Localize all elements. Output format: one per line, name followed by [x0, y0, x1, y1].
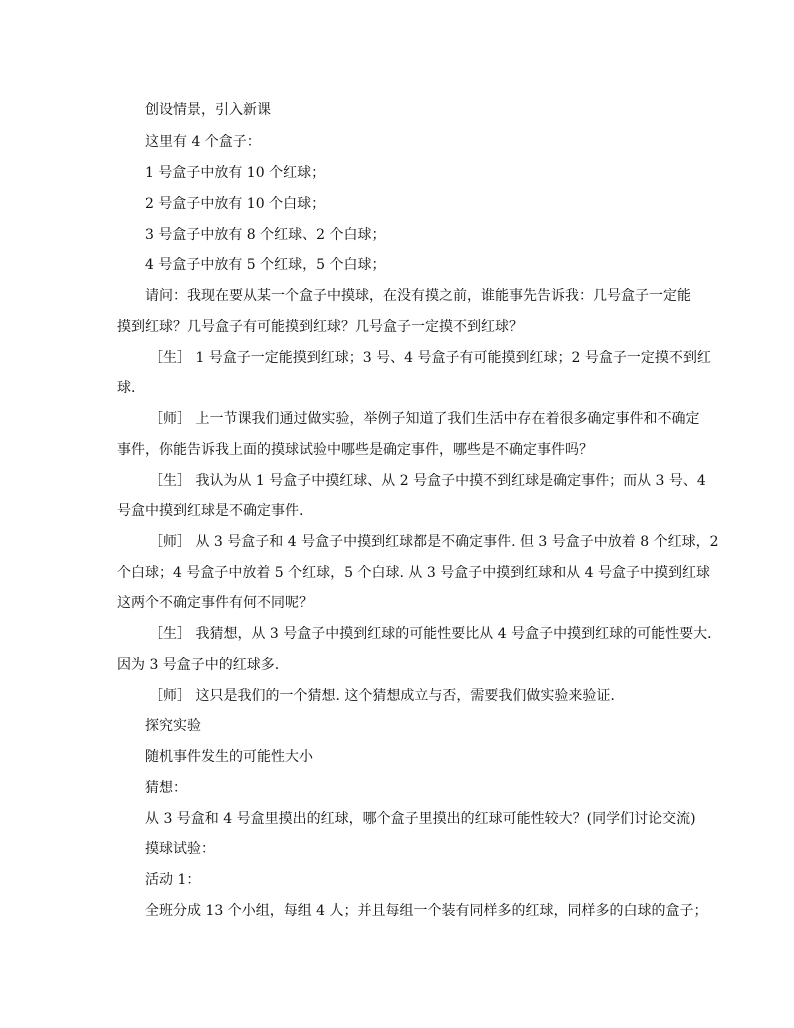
- paragraph-line: 因为 3 号盒子中的红球多.: [117, 657, 280, 673]
- paragraph-line: 2 号盒子中放有 10 个白球；: [145, 196, 326, 212]
- paragraph-line: ［生］ 我认为从 1 号盒子中摸红球、从 2 号盒子中摸不到红球是确定事件；而从 3 号、4: [149, 473, 706, 489]
- paragraph-line: ［生］ 我猜想，从 3 号盒子中摸到红球的可能性要比从 4 号盒子中摸到红球的可能性要大.: [149, 626, 712, 642]
- section-heading-intro: 创设情景，引入新课: [145, 102, 271, 118]
- paragraph-line: 摸球试验：: [145, 841, 215, 857]
- paragraph-line: 全班分成 13 个小组，每组 4 人；并且每组一个装有同样多的红球，同样多的白球的盒子；: [145, 903, 708, 919]
- paragraph-line: ［生］ 1 号盒子一定能摸到红球；3 号、4 号盒子有可能摸到红球；2 号盒子一定摸不到红: [149, 350, 711, 366]
- paragraph-line: ［师］ 上一节课我们通过做实验，举例子知道了我们生活中存在着很多确定事件和不确定: [149, 411, 700, 427]
- paragraph-line: 3 号盒子中放有 8 个红球、2 个白球；: [145, 227, 386, 243]
- paragraph-line: 号盒中摸到红球是不确定事件.: [117, 503, 304, 519]
- paragraph-line: 这里有 4 个盒子：: [145, 134, 261, 150]
- paragraph-line: 请问：我现在要从某一个盒子中摸球，在没有摸之前，谁能事先告诉我：几号盒子一定能: [145, 288, 691, 304]
- paragraph-line: 从 3 号盒和 4 号盒里摸出的红球，哪个盒子里摸出的红球可能性较大？(同学们讨论交流): [145, 811, 696, 827]
- paragraph-line: 这两个不确定事件有何不同呢？: [117, 595, 313, 611]
- paragraph-line: 摸到红球？几号盒子有可能摸到红球？几号盒子一定摸不到红球？: [117, 319, 523, 335]
- paragraph-line: ［师］ 这只是我们的一个猜想. 这个猜想成立与否，需要我们做实验来验证.: [149, 688, 615, 704]
- paragraph-line: 活动 1：: [145, 872, 201, 888]
- paragraph-line: 球.: [117, 380, 136, 396]
- paragraph-line: 1 号盒子中放有 10 个红球；: [145, 165, 326, 181]
- paragraph-line: 事件，你能告诉我上面的摸球试验中哪些是确定事件，哪些是不确定事件吗？: [117, 442, 593, 458]
- paragraph-line: 4 号盒子中放有 5 个红球，5 个白球；: [145, 257, 386, 273]
- section-heading-explore: 探究实验: [145, 718, 201, 734]
- paragraph-line: 猜想：: [145, 780, 187, 796]
- subheading-line: 随机事件发生的可能性大小: [145, 749, 313, 765]
- paragraph-line: ［师］ 从 3 号盒子和 4 号盒子中摸到红球都是不确定事件. 但 3 号盒子中放着 8 个红球，2: [149, 534, 719, 550]
- paragraph-line: 个白球；4 号盒子中放着 5 个红球，5 个白球. 从 3 号盒子中摸到红球和从 4 号盒子中摸到红球: [117, 565, 711, 581]
